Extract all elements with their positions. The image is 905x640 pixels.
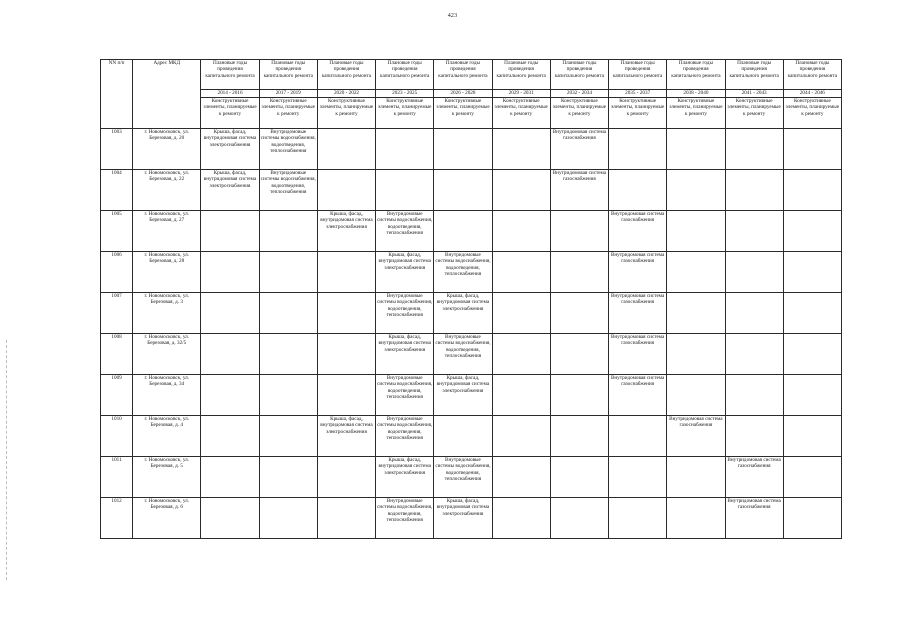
repair-works-cell [201,252,259,293]
repair-works-cell [725,252,783,293]
repair-works-cell [492,457,550,498]
repair-works-cell [550,252,608,293]
table-row [101,211,842,252]
repair-works-cell: Внутридомовые системы водоснабжения, водоотведения, теплоснабжения [376,375,434,416]
table-body [101,129,842,539]
repair-schedule-table [100,59,842,539]
repair-works-cell [201,375,259,416]
repair-works-cell: Внутридомовые системы водоснабжения, водоотведения, теплоснабжения [434,457,492,498]
scan-margin-marks [6,340,8,580]
table-row [101,334,842,375]
row-number: 1003 [101,129,133,170]
header-row-years [101,90,842,98]
repair-works-cell [725,334,783,375]
repair-works-cell [201,457,259,498]
repair-works-cell [492,416,550,457]
row-address: г. Новомосковск, ул. Березовая, д. 22 [133,170,201,211]
repair-works-cell [609,416,667,457]
repair-works-cell [492,211,550,252]
repair-works-cell [434,211,492,252]
repair-works-cell [259,211,317,252]
repair-works-cell [317,375,375,416]
repair-works-cell [783,334,841,375]
table-row [101,252,842,293]
repair-works-cell: Внутридомовые системы водоснабжения, водоотведения, теплоснабжения [376,498,434,539]
repair-works-cell: Внутридомовая система газоснабжения [609,375,667,416]
repair-works-cell [317,293,375,334]
repair-works-cell: Крыша, фасад, внутридомовая система электроснабжения [201,170,259,211]
header-period-label: Плановые годы проведения капитального ремонта [376,60,434,90]
repair-works-cell [609,170,667,211]
repair-works-cell [725,129,783,170]
repair-works-cell [492,252,550,293]
repair-works-cell: Внутридомовые системы водоснабжения, водоотведения, теплоснабжения [259,129,317,170]
repair-works-cell [317,334,375,375]
repair-works-cell: Внутридомовая система газоснабжения [667,416,725,457]
repair-works-cell: Крыша, фасад, внутридомовая система электроснабжения [376,252,434,293]
table-row [101,498,842,539]
repair-works-cell [725,375,783,416]
row-number: 1004 [101,170,133,211]
repair-works-cell [667,498,725,539]
repair-works-cell: Внутридомовые системы водоснабжения, водоотведения, теплоснабжения [434,334,492,375]
repair-works-cell: Внутридомовые системы водоснабжения, водоотведения, теплоснабжения [376,211,434,252]
page-number: 423 [447,13,458,19]
repair-works-cell [550,498,608,539]
repair-works-cell: Крыша, фасад, внутридомовая система электроснабжения [434,293,492,334]
repair-works-cell [550,416,608,457]
repair-works-cell: Крыша, фасад, внутридомовая система электроснабжения [376,334,434,375]
repair-works-cell [667,170,725,211]
repair-works-cell: Крыша, фасад, внутридомовая система электроснабжения [434,498,492,539]
repair-works-cell [259,457,317,498]
repair-works-cell [492,293,550,334]
repair-works-cell [201,293,259,334]
row-number: 1009 [101,375,133,416]
repair-works-cell [259,293,317,334]
repair-works-cell: Внутридомовая система газоснабжения [609,293,667,334]
header-years: 2020 - 2022 [317,90,375,98]
header-period-label: Плановые годы проведения капитального ремонта [609,60,667,90]
row-number: 1012 [101,498,133,539]
repair-works-cell [434,170,492,211]
repair-works-cell [492,498,550,539]
row-number: 1007 [101,293,133,334]
header-years: 2041 - 2043 [725,90,783,98]
header-period-label: Плановые годы проведения капитального ремонта [725,60,783,90]
repair-works-cell: Крыша, фасад, внутридомовая система электроснабжения [201,129,259,170]
repair-works-cell [725,211,783,252]
header-period-label: Плановые годы проведения капитального ремонта [434,60,492,90]
row-address: г. Новомосковск, ул. Березовая, д. 20 [133,129,201,170]
repair-works-cell: Внутридомовая система газоснабжения [609,334,667,375]
row-number: 1011 [101,457,133,498]
repair-works-cell: Крыша, фасад, внутридомовая система электроснабжения [376,457,434,498]
header-period-label: Плановые годы проведения капитального ремонта [550,60,608,90]
row-number: 1006 [101,252,133,293]
header-elements-label: Конструктивные элементы, планируемые к ремонту [434,98,492,129]
header-number: NN п/п [101,60,133,129]
header-elements-label: Конструктивные элементы, планируемые к ремонту [317,98,375,129]
header-row-elements [101,98,842,129]
repair-works-cell: Крыша, фасад, внутридомовая система электроснабжения [317,416,375,457]
repair-works-cell [259,416,317,457]
repair-works-cell [609,129,667,170]
repair-works-cell [492,170,550,211]
repair-works-cell: Крыша, фасад, внутридомовая система электроснабжения [317,211,375,252]
repair-works-cell: Внутридомовые системы водоснабжения, водоотведения, теплоснабжения [434,252,492,293]
row-address: г. Новомосковск, ул. Березовая, д. 4 [133,416,201,457]
repair-works-cell: Крыша, фасад, внутридомовая система электроснабжения [434,375,492,416]
repair-works-cell [317,457,375,498]
repair-works-cell: Внутридомовая система газоснабжения [609,211,667,252]
row-address: г. Новомосковск, ул. Березовая, д. 5 [133,457,201,498]
repair-works-cell [259,334,317,375]
repair-works-cell: Внутридомовые системы водоснабжения, водоотведения, теплоснабжения [376,416,434,457]
repair-works-cell [550,211,608,252]
repair-works-cell [492,129,550,170]
header-elements-label: Конструктивные элементы, планируемые к ремонту [725,98,783,129]
repair-works-cell [201,334,259,375]
row-number: 1008 [101,334,133,375]
repair-works-cell [609,457,667,498]
header-years: 2023 - 2025 [376,90,434,98]
repair-works-cell [317,498,375,539]
header-years: 2029 - 2031 [492,90,550,98]
repair-works-cell [783,170,841,211]
row-address: г. Новомосковск, ул. Березовая, д. 27 [133,211,201,252]
repair-works-cell [783,375,841,416]
repair-works-cell [783,252,841,293]
row-address: г. Новомосковск, ул. Березовая, д. 3 [133,293,201,334]
table-row [101,416,842,457]
repair-works-cell [725,293,783,334]
repair-works-cell [434,129,492,170]
table-header [101,60,842,129]
header-address: Адрес МКД [133,60,201,129]
header-period-label: Плановые годы проведения капитального ремонта [317,60,375,90]
repair-works-cell [376,170,434,211]
repair-works-cell [783,416,841,457]
table-row [101,457,842,498]
header-years: 2026 - 2028 [434,90,492,98]
repair-works-cell [376,129,434,170]
repair-works-cell [550,293,608,334]
header-period-label: Плановые годы проведения капитального ремонта [783,60,841,90]
header-years: 2032 - 2034 [550,90,608,98]
repair-works-cell [492,334,550,375]
repair-works-cell [667,293,725,334]
repair-works-cell [667,129,725,170]
header-elements-label: Конструктивные элементы, планируемые к ремонту [201,98,259,129]
header-years: 2017 - 2019 [259,90,317,98]
repair-works-cell [259,498,317,539]
repair-works-cell [725,416,783,457]
repair-works-cell: Внутридомовая система газоснабжения [550,129,608,170]
header-elements-label: Конструктивные элементы, планируемые к ремонту [783,98,841,129]
table-row [101,293,842,334]
table-row [101,129,842,170]
repair-works-cell [667,375,725,416]
header-elements-label: Конструктивные элементы, планируемые к ремонту [492,98,550,129]
table-row [101,375,842,416]
repair-works-cell: Внутридомовые системы водоснабжения, водоотведения, теплоснабжения [259,170,317,211]
repair-works-cell [667,334,725,375]
repair-works-cell [783,293,841,334]
repair-works-cell: Внутридомовые системы водоснабжения, водоотведения, теплоснабжения [376,293,434,334]
repair-works-cell [317,129,375,170]
repair-works-cell [550,334,608,375]
repair-works-cell [783,498,841,539]
repair-works-cell [492,375,550,416]
repair-works-cell [783,457,841,498]
repair-works-cell [783,129,841,170]
repair-works-cell: Внутридомовая система газоснабжения [725,498,783,539]
header-row-periods [101,60,842,90]
repair-works-cell [259,252,317,293]
repair-works-cell [259,375,317,416]
repair-works-cell [609,498,667,539]
header-years: 2035 - 2037 [609,90,667,98]
repair-works-cell [783,211,841,252]
header-years: 2044 - 2046 [783,90,841,98]
repair-works-cell [201,416,259,457]
repair-works-cell: Внутридомовая система газоснабжения [609,252,667,293]
table-row [101,170,842,211]
header-elements-label: Конструктивные элементы, планируемые к ремонту [259,98,317,129]
header-period-label: Плановые годы проведения капитального ремонта [667,60,725,90]
repair-works-cell [667,252,725,293]
header-elements-label: Конструктивные элементы, планируемые к ремонту [667,98,725,129]
repair-works-cell [434,416,492,457]
header-elements-label: Конструктивные элементы, планируемые к ремонту [376,98,434,129]
header-period-label: Плановые годы проведения капитального ремонта [259,60,317,90]
header-period-label: Плановые годы проведения капитального ремонта [201,60,259,90]
repair-works-cell [317,252,375,293]
repair-works-cell [667,211,725,252]
header-years: 2014 - 2016 [201,90,259,98]
row-address: г. Новомосковск, ул. Березовая, д. 32/5 [133,334,201,375]
repair-works-cell [201,498,259,539]
repair-works-cell [667,457,725,498]
row-address: г. Новомосковск, ул. Березовая, д. 28 [133,252,201,293]
row-address: г. Новомосковск, ул. Березовая, д. 34 [133,375,201,416]
repair-works-cell [550,375,608,416]
row-address: г. Новомосковск, ул. Березовая, д. 6 [133,498,201,539]
header-elements-label: Конструктивные элементы, планируемые к ремонту [550,98,608,129]
repair-works-cell [550,457,608,498]
header-years: 2038 - 2040 [667,90,725,98]
row-number: 1010 [101,416,133,457]
row-number: 1005 [101,211,133,252]
repair-works-cell [317,170,375,211]
header-period-label: Плановые годы проведения капитального ремонта [492,60,550,90]
repair-works-cell: Внутридомовая система газоснабжения [550,170,608,211]
header-elements-label: Конструктивные элементы, планируемые к ремонту [609,98,667,129]
repair-works-cell [201,211,259,252]
repair-works-cell: Внутридомовая система газоснабжения [725,457,783,498]
repair-works-cell [725,170,783,211]
